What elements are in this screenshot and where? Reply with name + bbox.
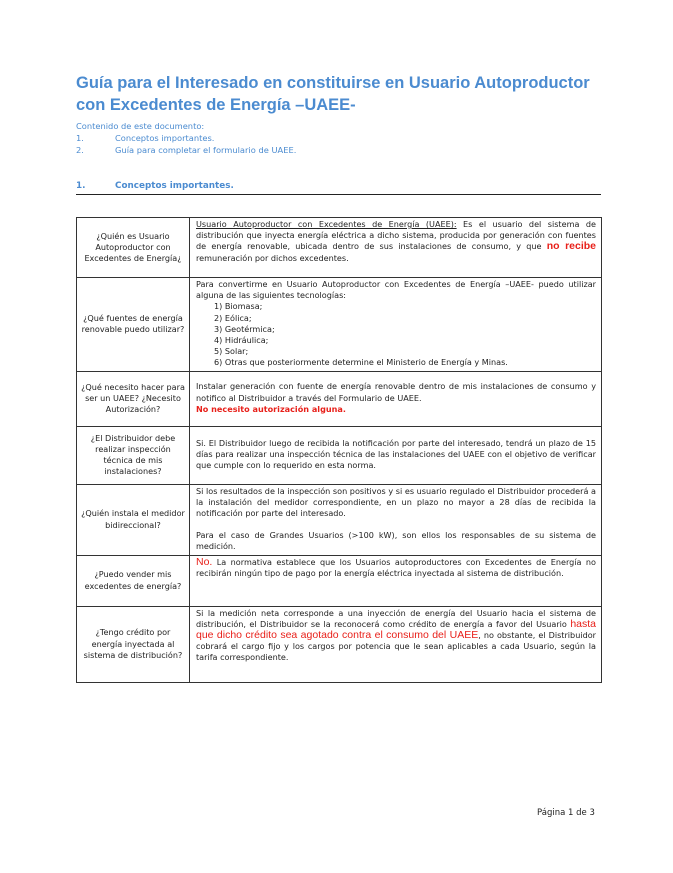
table-row [77, 371, 602, 426]
question-cell: ¿Qué necesito hacer para ser un UAEE? ¿Necesito Autorización? [77, 371, 190, 426]
list-item: 5) Solar; [214, 346, 249, 357]
section-heading [76, 180, 601, 195]
table-row [77, 426, 602, 484]
answer-text: Si los resultados de la inspección son positivos y si es usuario regulado el Distribuidor procederá a la instalación del medidor correspondiente, en un plazo no mayor a 28 días de recibida la notificación por parte del interesado. [196, 485, 596, 519]
faq-table [76, 217, 602, 683]
answer-cell [190, 484, 602, 555]
toc-heading: Contenido de este documento: [76, 121, 205, 131]
answer-tail: remuneración por dichos excedentes. [196, 252, 349, 263]
answer-cell [190, 555, 602, 606]
question-cell: ¿Puedo vender mis excedentes de energía? [77, 555, 190, 606]
table-row [77, 555, 602, 606]
section-number: 1. [76, 181, 86, 191]
table-row [77, 218, 602, 278]
toc-item-number: 2. [76, 145, 84, 155]
question-cell: ¿Tengo crédito por energía inyectada al sistema de distribución? [77, 606, 190, 682]
answer-cell [190, 606, 602, 682]
question-cell: ¿Qué fuentes de energía renovable puedo utilizar? [77, 278, 190, 372]
answer-tail: , no obstante, el Distribuidor cobrará el cargo fijo y los cargos por potencia que le sean aplicables a cada Usuario, según la tarifa correspondiente. [196, 630, 596, 663]
answer-text: La normativa establece que los Usuarios autoproductores con Excedentes de Energía no recibirán ningún tipo de pago por la energía eléctrica inyectada al sistema de distribución. [196, 556, 596, 578]
table-row [77, 278, 602, 372]
answer-cell [190, 218, 602, 278]
list-item: 1) Biomasa; [214, 301, 263, 312]
section-title: Conceptos importantes. [115, 181, 234, 191]
paragraph-gap [196, 519, 596, 530]
toc-item-label[interactable]: Guía para completar el formulario de UAEE. [115, 145, 297, 155]
question-cell: ¿Quién instala el medidor bidireccional? [77, 484, 190, 555]
answer-text: Si. El Distribuidor luego de recibida la notificación por parte del interesado, tendrá un plazo de 15 días para realizar una inspección técnica de las instalaciones del UAEE con el objetivo de verificar que cumple con lo requerido en esta norma. [196, 437, 596, 471]
toc-item-number: 1. [76, 133, 84, 143]
emphasis-text: No necesito autorización alguna. [196, 403, 346, 414]
emphasis-text: hasta que dicho crédito sea agotado contra el consumo del UAEE [196, 617, 596, 642]
answer-text: Instalar generación con fuente de energía renovable dentro de mis instalaciones de consumo y notifico al Distribuidor a través del Formulario de UAEE. [196, 381, 596, 403]
list-item: 3) Geotérmica; [214, 323, 275, 334]
answer-cell [190, 371, 602, 426]
question-cell: ¿El Distribuidor debe realizar inspección técnica de mis instalaciones? [77, 426, 190, 484]
answer-cell [190, 278, 602, 372]
answer-text: Es el usuario del sistema de distribución que inyecta energía eléctrica a dicho sistema, producida por generación con fuentes de energía renovable, ubicada dentro de sus instalaciones de consumo, y que [196, 219, 596, 252]
list-item: 6) Otras que posteriormente determine el Ministerio de Energía y Minas. [214, 357, 508, 368]
emphasis-text: no recibe [546, 240, 597, 253]
question-cell: ¿Quién es Usuario Autoproductor con Excedentes de Energía¿ [77, 218, 190, 278]
answer-intro: Para convertirme en Usuario Autoproductor con Excedentes de Energía –UAEE- puedo utilizar alguna de las siguientes tecnologías: [196, 279, 596, 301]
defined-term: Usuario Autoproductor con Excedentes de Energía (UAEE): [196, 219, 457, 229]
toc-item[interactable] [76, 132, 616, 144]
page-number: Página 1 de 3 [537, 808, 595, 818]
answer-cell [190, 426, 602, 484]
table-row [77, 484, 602, 555]
list-item: 4) Hidráulica; [214, 335, 269, 346]
toc-item[interactable] [76, 144, 616, 156]
answer-text-2: Para el caso de Grandes Usuarios (>100 kW), son ellos los responsables de su sistema de medición. [196, 530, 596, 552]
table-row [77, 606, 602, 682]
answer-text: Si la medición neta corresponde a una inyección de energía del Usuario hacia el sistema de distribución, el Distribuidor se la reconocerá como crédito de energía a favor del Usuario [196, 607, 596, 629]
list-item: 2) Eólica; [214, 312, 252, 323]
table-of-contents [76, 120, 616, 156]
document-title: Guía para el Interesado en constituirse en Usuario Autoproductor con Excedentes de Energía –UAEE- [76, 74, 590, 114]
emphasis-text: No. [196, 555, 213, 568]
toc-item-label[interactable]: Conceptos importantes. [115, 133, 215, 143]
